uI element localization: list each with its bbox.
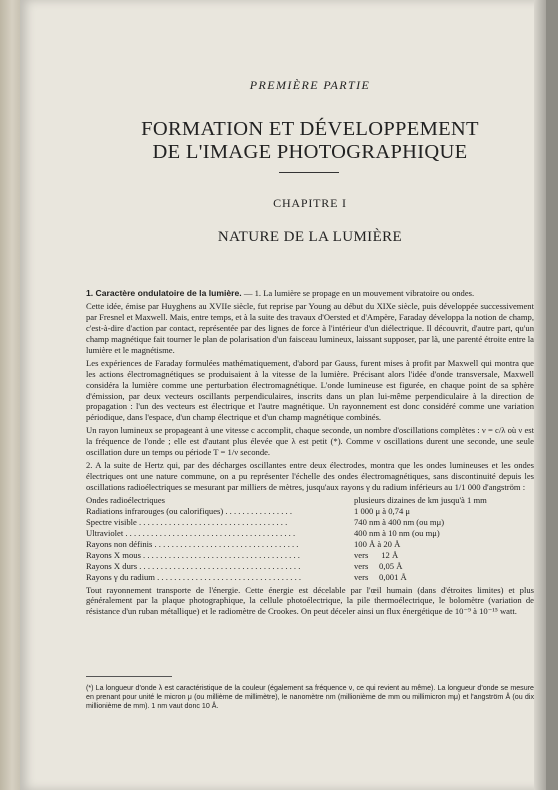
spectrum-name: Ondes radioélectriques [86, 495, 165, 506]
spectrum-row [86, 528, 534, 539]
spectrum-row [86, 517, 534, 528]
title-divider [279, 172, 339, 173]
spectrum-value: vers 0,001 Å [354, 571, 407, 582]
chapter-title: NATURE DE LA LUMIÈRE [217, 229, 403, 245]
spectrum-value: 1 000 μ à 0,74 μ [354, 506, 410, 517]
paragraph-text: — 1. La lumière se propage en un mouvement vibratoire ou ondes. [241, 288, 475, 298]
spectrum-row [86, 539, 534, 550]
footnote [86, 684, 534, 712]
paragraph-intro [86, 288, 534, 299]
chapter-label: CHAPITRE I [273, 196, 347, 210]
spectrum-row [86, 550, 534, 561]
footnote-text: (*) La longueur d'onde λ est caractéristique de la couleur (également sa fréquence ν, ce qui revient au même). La longueur d'onde se mesure en prenant pour unité le micron μ (ou millième de millimètre), le nanomètre nm (millionième de mm ou millimicron mμ) et l'angström Å (ou dix millionième de mm). 1 nm vaut donc 10 Å. [86, 684, 534, 711]
page-edge [534, 0, 546, 790]
spectrum-table [86, 495, 534, 582]
book-spine [0, 0, 20, 790]
spectrum-name: Rayons X mous . . . . . . . . . . . . . . . . . . . . . . . . . . . . . . . . . . . . . [86, 549, 300, 560]
spectrum-name: Rayons γ du radium . . . . . . . . . . . . . . . . . . . . . . . . . . . . . . . . . . [86, 571, 302, 582]
paragraph: Les expériences de Faraday formulées mathématiquement, d'abord par Gauss, furent mises à profit par Maxwell qui montra que les actions électromagnétiques se produisaient à la vitesse de la lumière. Précisant alors l'idée d'onde transversale, Maxwell considéra la lumière comme une perturbation électromagnétique. L'onde lumineuse est figurée, en chaque point de sa sphère d'émission, par deux vecteurs oscillants perpendiculaires, inscrits dans un plan lui-même perpendiculaire à la direction de propagation : l'un des vecteurs est électrique et l'autre magnétique. Un rayonnement est donc considéré comme une variation périodique, dans l'espace, d'un champ électrique et d'un champ magnétique combinés. [86, 357, 534, 423]
spectrum-value: 400 nm à 10 nm (ou mμ) [354, 527, 440, 538]
paragraph: 2. A la suite de Hertz qui, par des décharges oscillantes entre deux électrodes, montra que les ondes lumineuses et les ondes électriques ont une nature commune, on a pu représenter l'échelle des ondes électromagnétiques, sans discontinuité depuis les oscillations radioélectriques se mesurant par milliers de mètres, jusqu'aux rayons γ du radium inférieurs au 1/1 000 d'angström : [86, 460, 534, 493]
paragraph: Un rayon lumineux se propageant à une vitesse c accomplit, chaque seconde, un nombre d'oscillations complètes : ν = c/λ où ν est la fréquence de l'onde ; elle est d'autant plus élevée que λ est petit (*). Comme ν oscillations durent une seconde, une seule oscillation dure un temps ou période T = 1/ν seconde. [86, 425, 534, 458]
main-title-line-1: FORMATION ET DÉVELOPPEMENT [141, 118, 479, 140]
section-heading: 1. Caractère ondulatoire de la lumière. [86, 288, 242, 298]
main-title-line-2: DE L'IMAGE PHOTOGRAPHIQUE [152, 141, 468, 163]
spectrum-row [86, 572, 534, 583]
spectrum-name: Ultraviolet . . . . . . . . . . . . . . . . . . . . . . . . . . . . . . . . . . . . . . . . [86, 527, 296, 538]
spectrum-value: vers 0,05 Å [354, 560, 403, 571]
paragraph: Cette idée, émise par Huyghens au XVIIe siècle, fut reprise par Young au début du XIXe siècle, puis développée successivement par Fresnel et Maxwell. Mais, entre temps, et à la suite des travaux d'Oersted et d'Ampère, Faraday développa la notion de champ, c'est-à-dire d'action par contact, représentée par des lignes de force à l'intérieur d'un diélectrique. Il découvrit, d'autre part, qu'un champ magnétique fait tourner le plan de polarisation d'un faisceau lumineux, laissant supposer, par là, une parenté étroite entre la lumière et le magnétisme. [86, 301, 534, 355]
spectrum-value: 100 Å à 20 Å [354, 538, 401, 549]
spectrum-row [86, 495, 534, 506]
spectrum-name: Rayons X durs . . . . . . . . . . . . . . . . . . . . . . . . . . . . . . . . . . . . . . [86, 560, 301, 571]
footnote-divider [86, 676, 172, 677]
paragraph-closing: Tout rayonnement transporte de l'énergie. Cette énergie est décelable par l'œil humain (dans d'étroites limites) et plus généralement par la plaque photographique, la cellule photoélectrique, la pile thermoélectrique, le bolomètre (variation de résistance d'un ruban métallique) et le radiomètre de Crookes. On peut déceler ainsi un flux énergétique de 10⁻⁹ à 10⁻¹⁵ watt. [86, 584, 534, 617]
spectrum-value: 740 nm à 400 nm (ou mμ) [354, 517, 445, 528]
spectrum-name: Radiations infrarouges (ou calorifiques) . . . . . . . . . . . . . . . . [86, 506, 292, 517]
part-label: PREMIÈRE PARTIE [249, 78, 371, 92]
spectrum-name: Spectre visible . . . . . . . . . . . . . . . . . . . . . . . . . . . . . . . . . . . [86, 517, 288, 528]
spectrum-row [86, 561, 534, 572]
spectrum-value: vers 12 Å [354, 549, 399, 560]
spectrum-row [86, 506, 534, 517]
spectrum-value: plusieurs dizaines de km jusqu'à 1 mm [354, 495, 487, 506]
spectrum-name: Rayons non définis . . . . . . . . . . . . . . . . . . . . . . . . . . . . . . . . . . [86, 538, 299, 549]
main-title [86, 118, 534, 164]
book-page [20, 0, 546, 790]
body-text [86, 288, 534, 619]
